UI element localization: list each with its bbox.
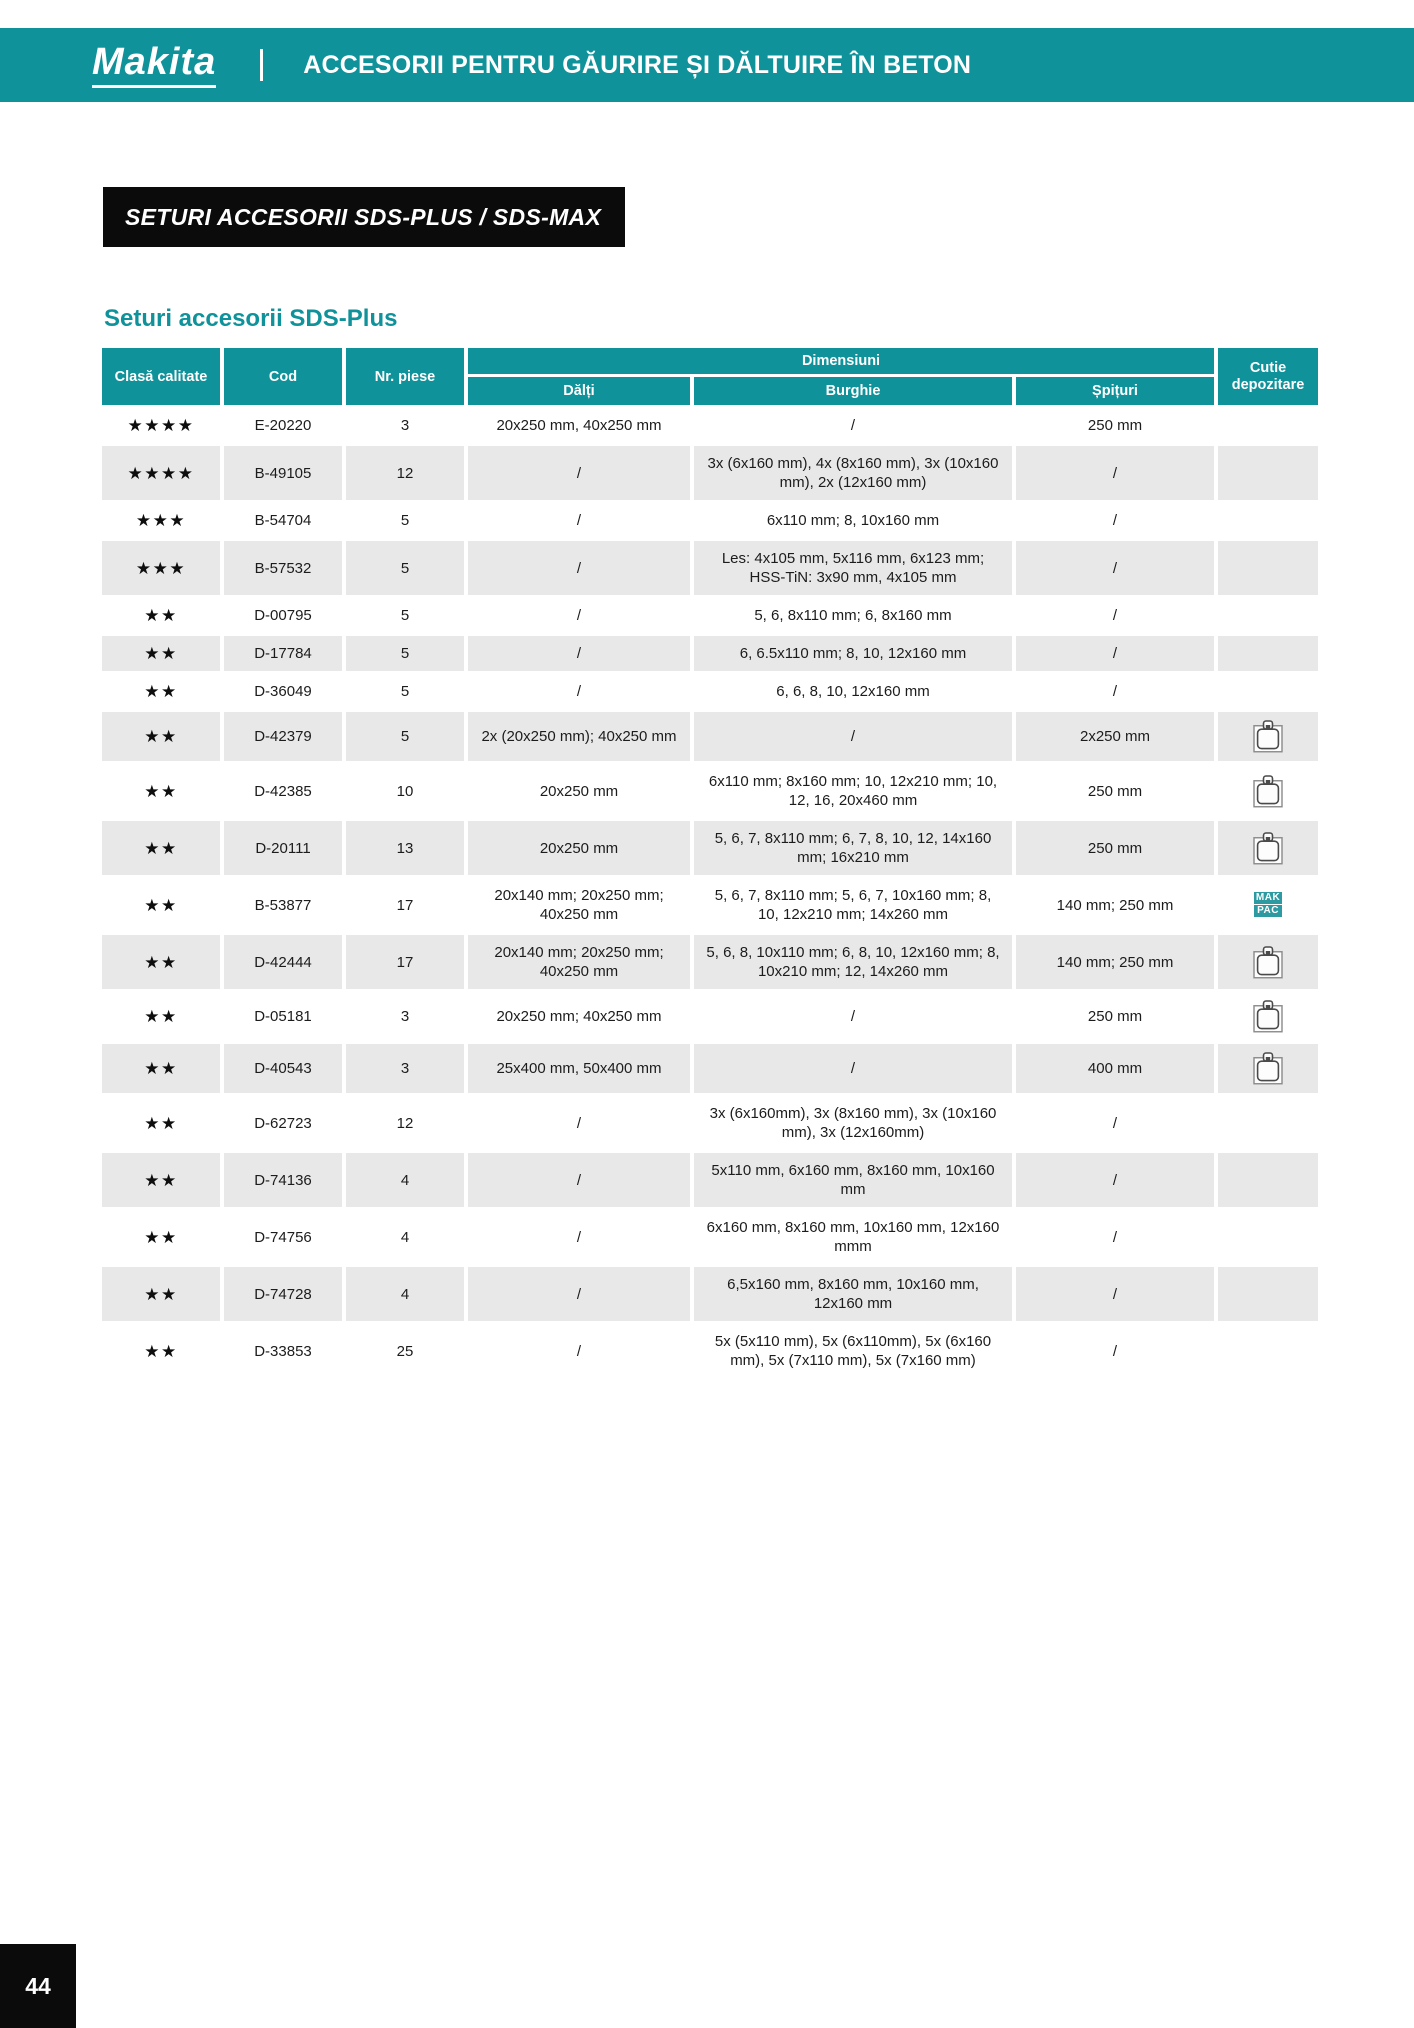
drill-bits-dimensions-cell: 5, 6, 8x110 mm; 6, 8x160 mm <box>694 598 1012 633</box>
quality-stars-cell: ★★ <box>102 821 220 875</box>
storage-box-cell <box>1218 821 1318 875</box>
table-row <box>102 1267 1318 1321</box>
points-dimensions-cell: / <box>1016 541 1214 595</box>
storage-box-cell <box>1218 598 1318 633</box>
quality-stars-cell: ★★ <box>102 992 220 1041</box>
storage-box-cell <box>1218 1044 1318 1093</box>
chisels-dimensions-cell: / <box>468 1153 690 1207</box>
drill-bits-dimensions-cell: / <box>694 992 1012 1041</box>
chisels-dimensions-cell: / <box>468 636 690 671</box>
table-row <box>102 503 1318 538</box>
storage-box-cell <box>1218 1210 1318 1264</box>
pieces-count-cell: 5 <box>346 674 464 709</box>
chisels-dimensions-cell: / <box>468 446 690 500</box>
chisels-dimensions-cell: 20x250 mm, 40x250 mm <box>468 408 690 443</box>
points-dimensions-cell: 140 mm; 250 mm <box>1016 935 1214 989</box>
points-dimensions-cell: 250 mm <box>1016 764 1214 818</box>
table-row <box>102 1153 1318 1207</box>
pieces-count-cell: 3 <box>346 1044 464 1093</box>
storage-box-cell <box>1218 408 1318 443</box>
points-dimensions-cell: 250 mm <box>1016 408 1214 443</box>
chisels-dimensions-cell: / <box>468 674 690 709</box>
table-row <box>102 878 1318 932</box>
storage-case-icon <box>1253 1052 1283 1085</box>
header-cell-dimensions: Dimensiuni <box>468 348 1214 374</box>
quality-stars-cell: ★★ <box>102 1267 220 1321</box>
drill-bits-dimensions-cell: / <box>694 712 1012 761</box>
chisels-dimensions-cell: / <box>468 1096 690 1150</box>
table-row <box>102 541 1318 595</box>
accessories-table <box>98 345 1322 1381</box>
pieces-count-cell: 12 <box>346 446 464 500</box>
storage-box-cell <box>1218 541 1318 595</box>
pieces-count-cell: 13 <box>346 821 464 875</box>
table-row <box>102 1096 1318 1150</box>
pieces-count-cell: 3 <box>346 408 464 443</box>
header-cell-points: Șpițuri <box>1016 377 1214 405</box>
header-cell-pieces: Nr. piese <box>346 348 464 405</box>
product-code-cell: D-42444 <box>224 935 342 989</box>
storage-box-cell <box>1218 764 1318 818</box>
page-title: ACCESORII PENTRU GĂURIRE ȘI DĂLTUIRE ÎN BETON <box>303 50 972 79</box>
table-row <box>102 1044 1318 1093</box>
storage-box-cell <box>1218 1096 1318 1150</box>
points-dimensions-cell: 250 mm <box>1016 821 1214 875</box>
product-code-cell: D-36049 <box>224 674 342 709</box>
pieces-count-cell: 5 <box>346 541 464 595</box>
table-row <box>102 446 1318 500</box>
product-code-cell: D-00795 <box>224 598 342 633</box>
drill-bits-dimensions-cell: 6x110 mm; 8x160 mm; 10, 12x210 mm; 10, 12, 16, 20x460 mm <box>694 764 1012 818</box>
drill-bits-dimensions-cell: Les: 4x105 mm, 5x116 mm, 6x123 mm; HSS-TiN: 3x90 mm, 4x105 mm <box>694 541 1012 595</box>
quality-stars-cell: ★★★★ <box>102 446 220 500</box>
storage-case-icon <box>1253 832 1283 865</box>
points-dimensions-cell: / <box>1016 1096 1214 1150</box>
drill-bits-dimensions-cell: 5, 6, 7, 8x110 mm; 6, 7, 8, 10, 12, 14x160 mm; 16x210 mm <box>694 821 1012 875</box>
product-code-cell: B-54704 <box>224 503 342 538</box>
points-dimensions-cell: / <box>1016 1210 1214 1264</box>
chisels-dimensions-cell: 20x140 mm; 20x250 mm; 40x250 mm <box>468 878 690 932</box>
drill-bits-dimensions-cell: / <box>694 1044 1012 1093</box>
storage-case-icon <box>1253 1000 1283 1033</box>
drill-bits-dimensions-cell: 5x110 mm, 6x160 mm, 8x160 mm, 10x160 mm <box>694 1153 1012 1207</box>
product-code-cell: D-40543 <box>224 1044 342 1093</box>
points-dimensions-cell: 250 mm <box>1016 992 1214 1041</box>
makpac-icon: MAK PAC <box>1255 892 1281 916</box>
points-dimensions-cell: / <box>1016 1153 1214 1207</box>
product-code-cell: D-74756 <box>224 1210 342 1264</box>
points-dimensions-cell: 400 mm <box>1016 1044 1214 1093</box>
product-code-cell: E-20220 <box>224 408 342 443</box>
storage-box-cell <box>1218 636 1318 671</box>
pieces-count-cell: 4 <box>346 1267 464 1321</box>
drill-bits-dimensions-cell: 5, 6, 7, 8x110 mm; 5, 6, 7, 10x160 mm; 8, 10, 12x210 mm; 14x260 mm <box>694 878 1012 932</box>
drill-bits-dimensions-cell: 5, 6, 8, 10x110 mm; 6, 8, 10, 12x160 mm; 8, 10x210 mm; 12, 14x260 mm <box>694 935 1012 989</box>
chisels-dimensions-cell: 2x (20x250 mm); 40x250 mm <box>468 712 690 761</box>
quality-stars-cell: ★★ <box>102 712 220 761</box>
quality-stars-cell: ★★★★ <box>102 408 220 443</box>
header-cell-chisels: Dălți <box>468 377 690 405</box>
product-code-cell: B-53877 <box>224 878 342 932</box>
quality-stars-cell: ★★ <box>102 598 220 633</box>
pieces-count-cell: 4 <box>346 1153 464 1207</box>
storage-case-icon <box>1253 775 1283 808</box>
table-row <box>102 764 1318 818</box>
quality-stars-cell: ★★ <box>102 636 220 671</box>
storage-box-cell <box>1218 712 1318 761</box>
quality-stars-cell: ★★ <box>102 935 220 989</box>
pieces-count-cell: 17 <box>346 935 464 989</box>
pieces-count-cell: 5 <box>346 636 464 671</box>
header-cell-quality-class: Clasă calitate <box>102 348 220 405</box>
chisels-dimensions-cell: / <box>468 503 690 538</box>
quality-stars-cell: ★★ <box>102 1153 220 1207</box>
quality-stars-cell: ★★ <box>102 1324 220 1378</box>
product-code-cell: D-17784 <box>224 636 342 671</box>
chisels-dimensions-cell: 20x140 mm; 20x250 mm; 40x250 mm <box>468 935 690 989</box>
pieces-count-cell: 4 <box>346 1210 464 1264</box>
pieces-count-cell: 25 <box>346 1324 464 1378</box>
header-cell-drill-bits: Burghie <box>694 377 1012 405</box>
pieces-count-cell: 12 <box>346 1096 464 1150</box>
quality-stars-cell: ★★ <box>102 1210 220 1264</box>
product-code-cell: D-05181 <box>224 992 342 1041</box>
product-code-cell: D-20111 <box>224 821 342 875</box>
drill-bits-dimensions-cell: 6, 6.5x110 mm; 8, 10, 12x160 mm <box>694 636 1012 671</box>
table-row <box>102 992 1318 1041</box>
accessory-table-body <box>102 408 1318 1378</box>
page-header <box>0 28 1414 102</box>
points-dimensions-cell: 140 mm; 250 mm <box>1016 878 1214 932</box>
chisels-dimensions-cell: 20x250 mm; 40x250 mm <box>468 992 690 1041</box>
points-dimensions-cell: / <box>1016 503 1214 538</box>
quality-stars-cell: ★★ <box>102 764 220 818</box>
table-row <box>102 598 1318 633</box>
table-row <box>102 712 1318 761</box>
quality-stars-cell: ★★ <box>102 878 220 932</box>
table-row <box>102 1324 1318 1378</box>
points-dimensions-cell: / <box>1016 674 1214 709</box>
drill-bits-dimensions-cell: 5x (5x110 mm), 5x (6x110mm), 5x (6x160 mm), 5x (7x110 mm), 5x (7x160 mm) <box>694 1324 1012 1378</box>
drill-bits-dimensions-cell: 6x110 mm; 8, 10x160 mm <box>694 503 1012 538</box>
pieces-count-cell: 5 <box>346 503 464 538</box>
chisels-dimensions-cell: / <box>468 1267 690 1321</box>
drill-bits-dimensions-cell: 6, 6, 8, 10, 12x160 mm <box>694 674 1012 709</box>
pieces-count-cell: 17 <box>346 878 464 932</box>
points-dimensions-cell: / <box>1016 1324 1214 1378</box>
product-code-cell: D-33853 <box>224 1324 342 1378</box>
drill-bits-dimensions-cell: 6,5x160 mm, 8x160 mm, 10x160 mm, 12x160 mm <box>694 1267 1012 1321</box>
section-banner: SETURI ACCESORII SDS-PLUS / SDS-MAX <box>103 187 625 247</box>
quality-stars-cell: ★★ <box>102 1096 220 1150</box>
header-cell-storage-box: Cutie depozitare <box>1218 348 1318 405</box>
table-row <box>102 935 1318 989</box>
chisels-dimensions-cell: / <box>468 1210 690 1264</box>
storage-box-cell <box>1218 935 1318 989</box>
product-code-cell: D-62723 <box>224 1096 342 1150</box>
chisels-dimensions-cell: 20x250 mm <box>468 821 690 875</box>
table-row <box>102 674 1318 709</box>
chisels-dimensions-cell: 25x400 mm, 50x400 mm <box>468 1044 690 1093</box>
points-dimensions-cell: / <box>1016 446 1214 500</box>
pieces-count-cell: 5 <box>346 712 464 761</box>
storage-case-icon <box>1253 720 1283 753</box>
pieces-count-cell: 5 <box>346 598 464 633</box>
storage-box-cell <box>1218 992 1318 1041</box>
quality-stars-cell: ★★★ <box>102 503 220 538</box>
product-code-cell: D-42385 <box>224 764 342 818</box>
points-dimensions-cell: / <box>1016 1267 1214 1321</box>
product-code-cell: B-57532 <box>224 541 342 595</box>
header-cell-code: Cod <box>224 348 342 405</box>
table-row <box>102 1210 1318 1264</box>
storage-box-cell <box>1218 446 1318 500</box>
page-number-box <box>0 1944 76 2028</box>
storage-box-cell <box>1218 1324 1318 1378</box>
points-dimensions-cell: 2x250 mm <box>1016 712 1214 761</box>
product-code-cell: D-74136 <box>224 1153 342 1207</box>
storage-box-cell <box>1218 674 1318 709</box>
points-dimensions-cell: / <box>1016 598 1214 633</box>
page-number: 44 <box>25 1972 51 1999</box>
chisels-dimensions-cell: / <box>468 541 690 595</box>
storage-box-cell <box>1218 878 1318 932</box>
pieces-count-cell: 10 <box>346 764 464 818</box>
drill-bits-dimensions-cell: 3x (6x160 mm), 4x (8x160 mm), 3x (10x160 mm), 2x (12x160 mm) <box>694 446 1012 500</box>
drill-bits-dimensions-cell: 6x160 mm, 8x160 mm, 10x160 mm, 12x160 mmm <box>694 1210 1012 1264</box>
chisels-dimensions-cell: / <box>468 1324 690 1378</box>
quality-stars-cell: ★★★ <box>102 541 220 595</box>
chisels-dimensions-cell: / <box>468 598 690 633</box>
storage-box-cell <box>1218 1153 1318 1207</box>
product-code-cell: D-42379 <box>224 712 342 761</box>
storage-box-cell <box>1218 1267 1318 1321</box>
table-row <box>102 636 1318 671</box>
table-row <box>102 821 1318 875</box>
quality-stars-cell: ★★ <box>102 674 220 709</box>
quality-stars-cell: ★★ <box>102 1044 220 1093</box>
drill-bits-dimensions-cell: / <box>694 408 1012 443</box>
table-title: Seturi accesorii SDS-Plus <box>104 305 398 332</box>
points-dimensions-cell: / <box>1016 636 1214 671</box>
chisels-dimensions-cell: 20x250 mm <box>468 764 690 818</box>
pieces-count-cell: 3 <box>346 992 464 1041</box>
table-row <box>102 408 1318 443</box>
product-code-cell: B-49105 <box>224 446 342 500</box>
drill-bits-dimensions-cell: 3x (6x160mm), 3x (8x160 mm), 3x (10x160 mm), 3x (12x160mm) <box>694 1096 1012 1150</box>
header-divider <box>260 49 263 81</box>
storage-box-cell <box>1218 503 1318 538</box>
makita-logo: Makita <box>92 43 216 88</box>
storage-case-icon <box>1253 946 1283 979</box>
product-code-cell: D-74728 <box>224 1267 342 1321</box>
